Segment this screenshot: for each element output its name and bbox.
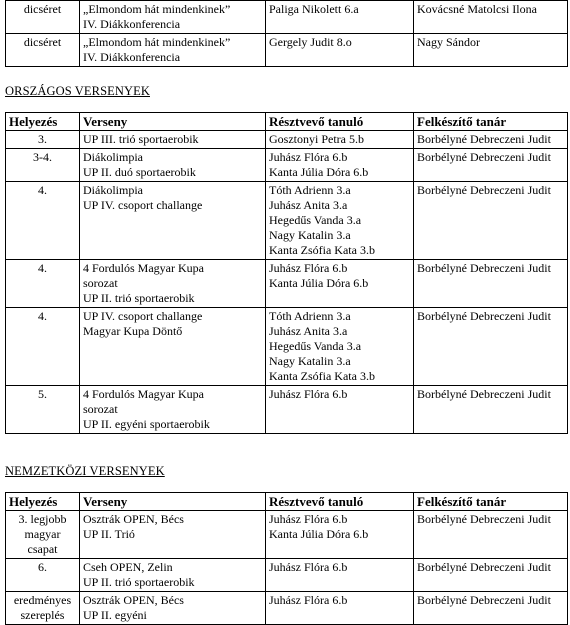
placement-cell: 3. [6,131,80,149]
top-results-table [5,0,568,67]
student-cell-line: Juhász Flóra 6.b [269,261,348,275]
competition-cell [80,511,266,559]
competition-cell [80,386,266,434]
competition-cell-line: Diákolimpia [83,150,143,164]
student-cell [266,308,414,386]
student-cell-line: Juhász Flóra 6.b [269,387,348,401]
placement-cell: 4. [6,182,80,260]
student-cell [266,592,414,625]
competition-cell [80,260,266,308]
national-heading: ORSZÁGOS VERSENYEK [5,84,150,98]
placement-cell-line: 6. [38,560,47,574]
competition-cell-line: UP II. trió sportaerobik [83,575,195,589]
table-row [6,260,568,308]
header-competition: Verseny [80,493,266,511]
competition-cell-line: „Elmondom hát mindenkinek” [83,35,231,49]
student-cell-line: Kanta Júlia Dóra 6.b [269,165,369,179]
competition-cell [80,34,266,67]
teacher-cell: Borbélyné Debreczeni Judit [414,182,568,260]
competition-cell-line: „Elmondom hát mindenkinek” [83,2,231,16]
student-cell-line: Kanta Zsófia Kata 3.b [269,369,375,383]
student-cell [266,260,414,308]
placement-cell [6,559,80,592]
teacher-cell: Borbélyné Debreczeni Judit [414,260,568,308]
student-cell [266,149,414,182]
header-placement: Helyezés [6,493,80,511]
student-cell-line: Hegedűs Vanda 3.a [269,213,362,227]
competition-cell-line: UP II. duó sportaerobik [83,165,196,179]
competition-cell-line: 4 Fordulós Magyar Kupa [83,261,204,275]
student-cell [266,34,414,67]
student-cell-line: Juhász Flóra 6.b [269,150,348,164]
table-row [6,182,568,260]
placement-cell: dicséret [6,1,80,34]
table-row [6,559,568,592]
international-heading: NEMZETKÖZI VERSENYEK [5,464,165,478]
student-cell-line: Kanta Zsófia Kata 3.b [269,243,375,257]
student-cell-line: Nagy Katalin 3.a [269,354,351,368]
student-cell-line: Juhász Anita 3.a [269,198,348,212]
placement-cell [6,592,80,625]
placement-cell [6,511,80,559]
header-competition: Verseny [80,113,266,131]
placement-cell-line: magyar [24,527,61,541]
student-cell-line: Kanta Júlia Dóra 6.b [269,527,369,541]
student-cell-line: Tóth Adrienn 3.a [269,183,351,197]
header-teacher: Felkészítő tanár [414,113,568,131]
competition-cell [80,182,266,260]
student-cell [266,559,414,592]
student-cell [266,131,414,149]
student-cell-line: Hegedűs Vanda 3.a [269,339,362,353]
placement-cell: 3-4. [6,149,80,182]
student-cell-line: Juhász Anita 3.a [269,324,348,338]
student-cell-line: Gosztonyi Petra 5.b [269,132,364,146]
competition-cell-line: Osztrák OPEN, Bécs [83,593,184,607]
placement-cell: 5. [6,386,80,434]
teacher-cell: Borbélyné Debreczeni Judit [414,511,568,559]
competition-cell-line: UP II. egyéni [83,608,147,622]
competition-cell-line: IV. Diákkonferencia [83,17,181,31]
student-cell-line: Nagy Katalin 3.a [269,228,351,242]
student-cell [266,386,414,434]
table-row [6,1,568,34]
competition-cell [80,308,266,386]
competition-cell-line: UP II. Trió [83,527,135,541]
international-results-table [5,492,568,625]
table-row [6,592,568,625]
header-student: Résztvevő tanuló [266,113,414,131]
table-row [6,386,568,434]
competition-cell-line: UP III. trió sportaerobik [83,132,199,146]
student-cell [266,511,414,559]
student-cell-line: Kanta Júlia Dóra 6.b [269,276,369,290]
competition-cell [80,149,266,182]
table-row [6,34,568,67]
student-cell-line: Juhász Flóra 6.b [269,593,348,607]
placement-cell-line: szereplés [20,608,65,622]
teacher-cell: Nagy Sándor [414,34,568,67]
header-placement: Helyezés [6,113,80,131]
competition-cell-line: sorozat [83,402,118,416]
teacher-cell: Borbélyné Debreczeni Judit [414,149,568,182]
teacher-cell: Borbélyné Debreczeni Judit [414,308,568,386]
competition-cell-line: UP IV. csoport challange [83,309,203,323]
placement-cell-line: csapat [27,542,58,556]
competition-cell-line: sorozat [83,276,118,290]
placement-cell: 4. [6,308,80,386]
header-student: Résztvevő tanuló [266,493,414,511]
competition-cell-line: IV. Diákkonferencia [83,50,181,64]
teacher-cell: Kovácsné Matolcsi Ilona [414,1,568,34]
teacher-cell: Borbélyné Debreczeni Judit [414,559,568,592]
teacher-cell: Borbélyné Debreczeni Judit [414,131,568,149]
competition-cell-line: UP IV. csoport challange [83,198,203,212]
national-header-row [6,113,568,131]
table-row [6,308,568,386]
teacher-cell: Borbélyné Debreczeni Judit [414,592,568,625]
student-cell [266,1,414,34]
competition-cell-line: UP II. egyéni sportaerobik [83,417,210,431]
header-teacher: Felkészítő tanár [414,493,568,511]
placement-cell: 4. [6,260,80,308]
competition-cell-line: Osztrák OPEN, Bécs [83,512,184,526]
table-row [6,131,568,149]
competition-cell [80,131,266,149]
competition-cell-line: Magyar Kupa Döntő [83,324,183,338]
competition-cell-line: Cseh OPEN, Zelin [83,560,173,574]
national-results-table [5,112,568,434]
placement-cell: dicséret [6,34,80,67]
table-row [6,511,568,559]
competition-cell [80,559,266,592]
competition-cell-line: 4 Fordulós Magyar Kupa [83,387,204,401]
competition-cell [80,1,266,34]
student-cell-line: Juhász Flóra 6.b [269,560,348,574]
competition-cell-line: Diákolimpia [83,183,143,197]
student-cell-line: Tóth Adrienn 3.a [269,309,351,323]
teacher-cell: Borbélyné Debreczeni Judit [414,386,568,434]
student-cell [266,182,414,260]
placement-cell-line: 3. legjobb [18,512,67,526]
student-cell-line: Paliga Nikolett 6.a [269,2,359,16]
table-row [6,149,568,182]
international-header-row [6,493,568,511]
student-cell-line: Juhász Flóra 6.b [269,512,348,526]
competition-cell [80,592,266,625]
student-cell-line: Gergely Judit 8.o [269,35,352,49]
document-page [5,0,567,625]
competition-cell-line: UP II. trió sportaerobik [83,291,195,305]
placement-cell-line: eredményes [13,593,72,607]
